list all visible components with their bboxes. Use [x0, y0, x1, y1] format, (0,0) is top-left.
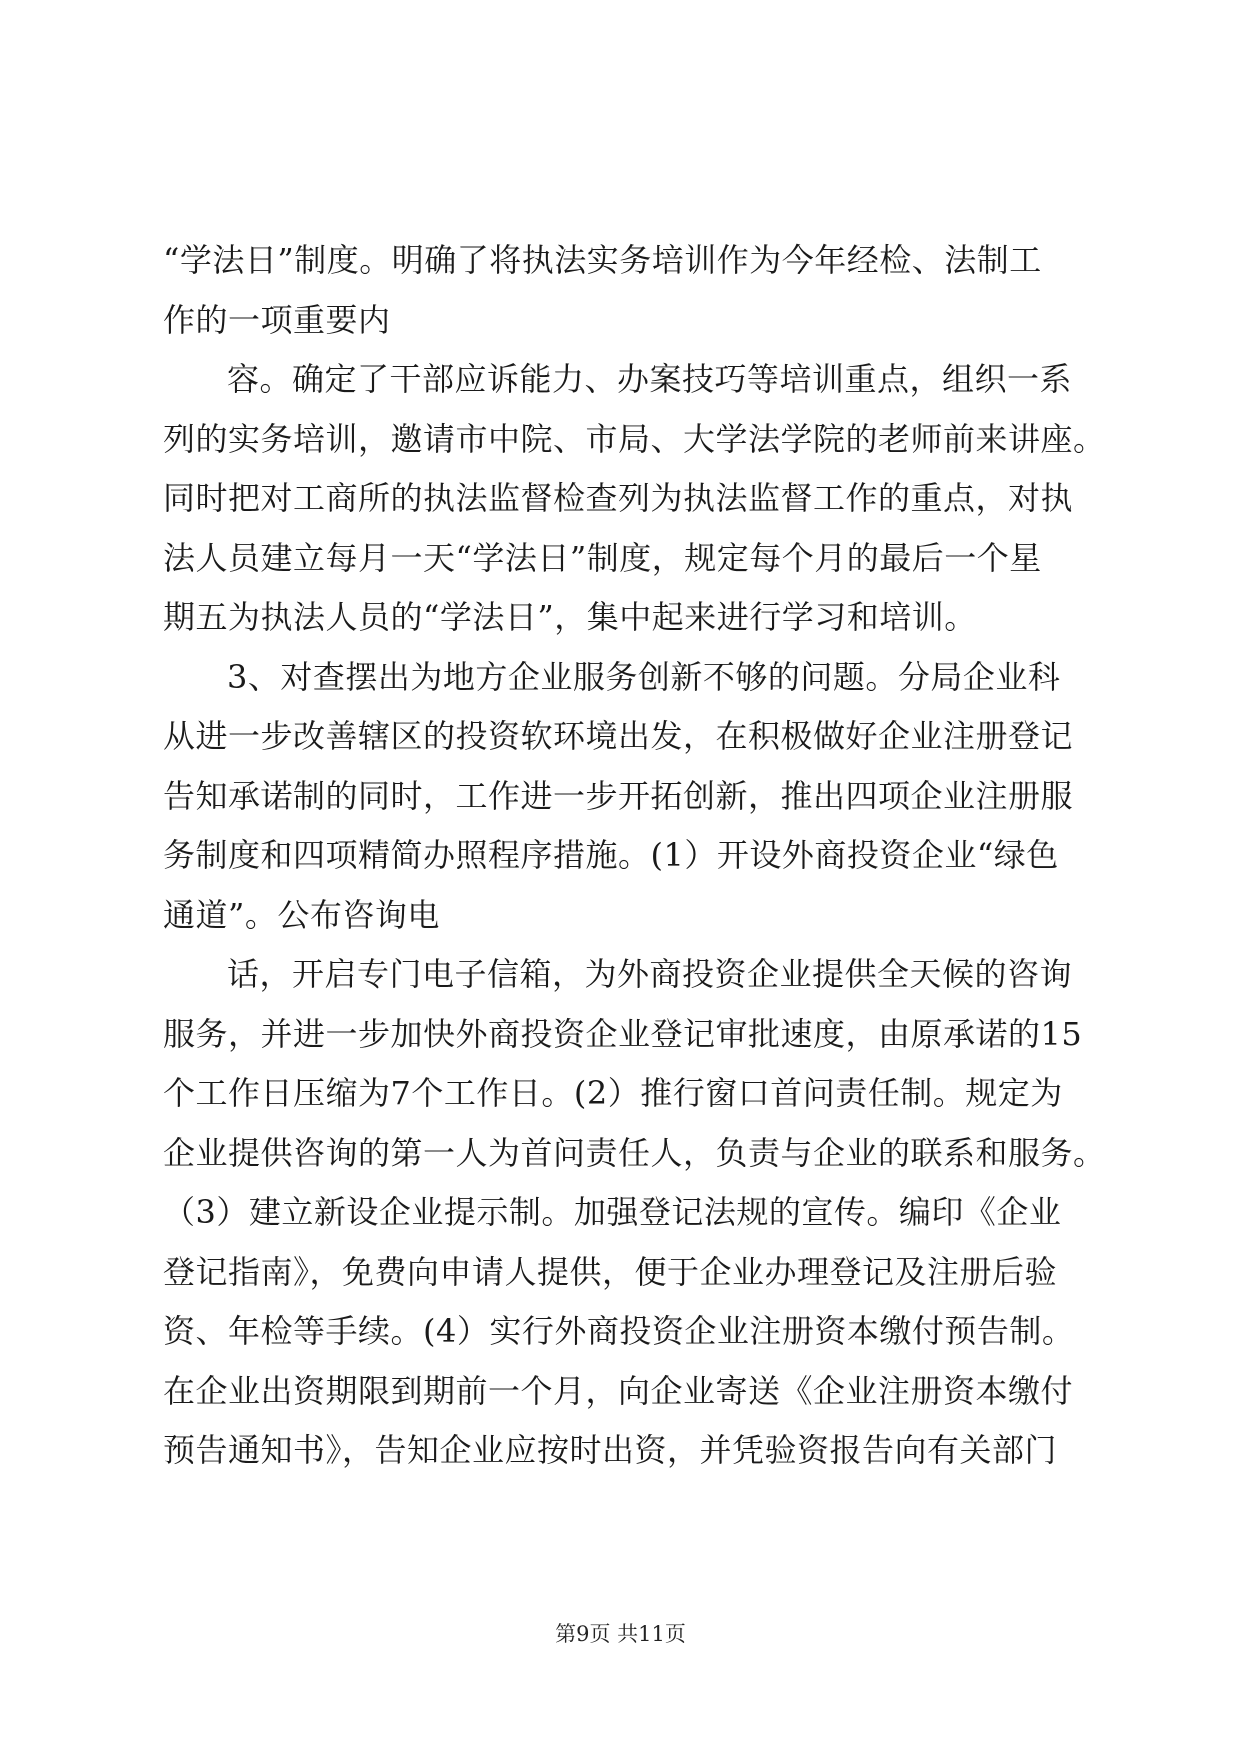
text-line: 法人员建立每月一天“学法日”制度，规定每个月的最后一个星 [163, 538, 1042, 577]
text-line: 告知承诺制的同时，工作进一步开拓创新，推出四项企业注册服 [163, 776, 1074, 815]
text-line: 期五为执法人员的“学法日”，集中起来进行学习和培训。 [163, 598, 977, 636]
text-line: 话，开启专门电子信箱，为外商投资企业提供全天候的咨询 [227, 955, 1073, 993]
text-line: 从进一步改善辖区的投资软环境出发，在积极做好企业注册登记 [163, 717, 1074, 755]
text-line: （3）建立新设企业提示制。加强登记法规的宣传。编印《企业 [163, 1193, 1062, 1231]
text-line: 通道”。公布咨询电 [163, 895, 440, 934]
page-footer: 第9页 共11页 [555, 1622, 686, 1646]
text-line: 在企业出资期限到期前一个月，向企业寄送《企业注册资本缴付 [163, 1371, 1074, 1410]
text-line: 企业提供咨询的第一人为首问责任人，负责与企业的联系和服务。 [163, 1133, 1106, 1172]
text-line: 务制度和四项精简办照程序措施。(1）开设外商投资企业“绿色 [163, 836, 1059, 874]
text-line: 个工作日压缩为7个工作日。(2）推行窗口首问责任制。规定为 [163, 1074, 1063, 1112]
text-line: 预告通知书》，告知企业应按时出资，并凭验资报告向有关部门 [163, 1431, 1058, 1469]
text-line: “学法日”制度。明确了将执法实务培训作为今年经检、法制工 [163, 241, 1042, 279]
text-line: 同时把对工商所的执法监督检查列为执法监督工作的重点，对执 [163, 479, 1074, 517]
body-text [163, 231, 1106, 1481]
text-line: 列的实务培训，邀请市中院、市局、大学法学院的老师前来讲座。 [163, 419, 1106, 458]
text-line: 服务，并进一步加快外商投资企业登记审批速度，由原承诺的15 [163, 1014, 1083, 1053]
text-line: 容。确定了干部应诉能力、办案技巧等培训重点，组织一系 [227, 360, 1073, 398]
text-line: 3、对查摆出为地方企业服务创新不够的问题。分局企业科 [227, 657, 1061, 696]
text-line: 登记指南》，免费向申请人提供，便于企业办理登记及注册后验 [163, 1252, 1058, 1291]
text-line: 资、年检等手续。(4）实行外商投资企业注册资本缴付预告制。 [163, 1312, 1075, 1350]
text-line: 作的一项重要内 [163, 300, 391, 339]
